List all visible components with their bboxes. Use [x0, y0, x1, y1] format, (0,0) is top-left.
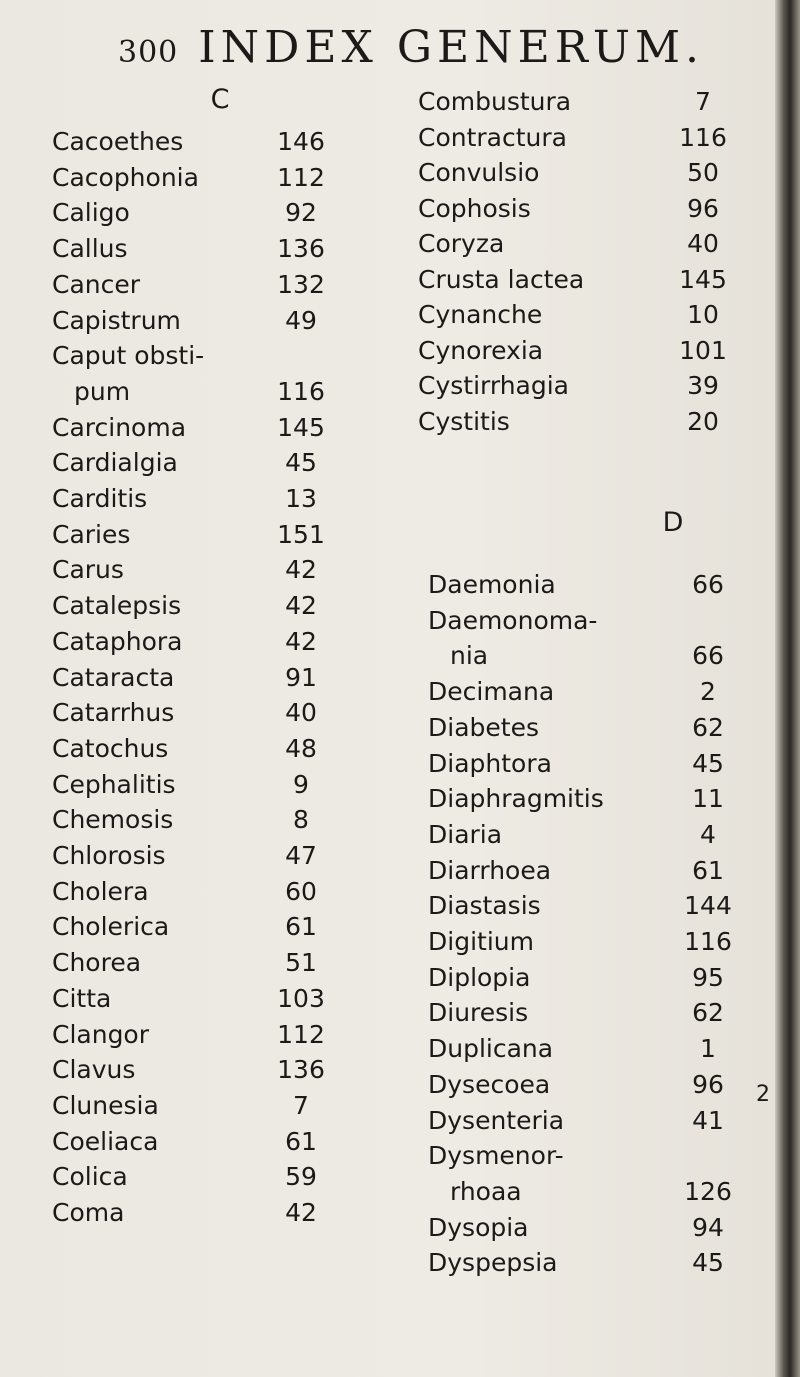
index-entry — [428, 1174, 748, 1210]
index-entry — [428, 960, 748, 996]
entry-page-number: 13 — [285, 484, 317, 513]
index-entry — [428, 674, 748, 710]
entry-term: Chorea — [52, 948, 142, 978]
index-entry — [428, 924, 748, 960]
entry-page-number: 39 — [687, 371, 719, 400]
entry-page-number: 132 — [277, 269, 325, 299]
entry-term: Diastasis — [428, 891, 541, 921]
index-entry — [52, 874, 332, 910]
index-entry — [52, 160, 332, 196]
entry-term: Duplicana — [428, 1034, 554, 1064]
index-entry — [418, 84, 748, 120]
index-entry — [52, 731, 332, 767]
entry-term: Dysopia — [428, 1212, 529, 1242]
entry-term: Cholerica — [52, 912, 170, 942]
index-entry — [428, 1245, 748, 1281]
entry-page-number: 42 — [285, 1198, 317, 1227]
entry-term: Dysmenor- — [428, 1141, 564, 1171]
entry-page-number: 136 — [277, 234, 325, 264]
index-entry — [428, 1138, 748, 1174]
entry-page-number: 116 — [277, 376, 325, 406]
entry-term: Cacophonia — [52, 162, 199, 192]
index-entry — [52, 660, 332, 696]
entry-page-number: 61 — [285, 912, 317, 942]
index-entry — [428, 817, 748, 853]
index-entry — [428, 781, 748, 817]
entry-page-number: 51 — [285, 948, 317, 978]
entry-page-number: 126 — [684, 1176, 732, 1206]
entry-term: Caligo — [52, 198, 130, 228]
index-entry — [428, 638, 748, 674]
index-entry — [52, 481, 332, 517]
entry-term: Diabetes — [428, 712, 539, 742]
index-entry — [428, 853, 748, 889]
index-entry — [52, 981, 332, 1017]
letter-heading-c: C — [210, 84, 230, 115]
index-entry — [52, 909, 332, 945]
entry-page-number: 4 — [700, 819, 716, 849]
entry-page-number: 42 — [285, 591, 317, 621]
index-entry — [52, 410, 332, 446]
entry-term: Cephalitis — [52, 769, 176, 799]
entry-term: Dyspepsia — [428, 1248, 558, 1278]
entry-page-number: 40 — [285, 698, 317, 728]
entry-term: Clavus — [52, 1055, 136, 1085]
index-entry — [52, 838, 332, 874]
entry-term: Coma — [52, 1198, 125, 1227]
index-entry — [428, 603, 748, 639]
entry-term: Cophosis — [418, 193, 531, 223]
page-header — [118, 22, 704, 73]
entry-page-number: 9 — [293, 769, 309, 799]
page-edge — [775, 0, 800, 1377]
entry-term: Cardialgia — [52, 448, 178, 478]
entry-page-number: 116 — [684, 927, 732, 956]
index-entry — [52, 1052, 332, 1088]
entry-page-number: 42 — [285, 626, 317, 656]
entry-term: Diuresis — [428, 998, 529, 1028]
index-entry — [418, 297, 748, 333]
entry-term: Daemonia — [428, 570, 556, 599]
entry-page-number: 7 — [293, 1090, 309, 1120]
entry-term: Cancer — [52, 269, 141, 299]
entry-term: Contractura — [418, 122, 567, 152]
entry-term: Cynorexia — [418, 335, 544, 365]
index-entry — [418, 262, 748, 298]
index-entry — [52, 1159, 332, 1195]
entry-page-number: 94 — [692, 1212, 724, 1242]
entry-page-number: 11 — [692, 784, 724, 814]
entry-page-number: 66 — [692, 641, 724, 671]
entry-page-number: 48 — [285, 733, 317, 763]
entry-page-number: 116 — [679, 122, 727, 152]
entry-page-number: 144 — [684, 891, 732, 921]
entry-term: Cystirrhagia — [418, 371, 570, 400]
entry-page-number: 62 — [692, 712, 724, 742]
index-entry — [428, 1031, 748, 1067]
entry-page-number: 45 — [285, 448, 317, 478]
entry-page-number: 59 — [285, 1162, 317, 1192]
entry-page-number: 20 — [687, 406, 719, 436]
entry-page-number: 40 — [687, 229, 719, 258]
index-entry — [52, 1088, 332, 1124]
entry-page-number: 96 — [692, 1069, 724, 1099]
entry-term: Daemonoma- — [428, 605, 598, 635]
index-entry — [52, 802, 332, 838]
index-entry — [428, 1067, 748, 1103]
index-entry — [428, 1103, 748, 1139]
entry-term: Diaria — [428, 819, 503, 849]
index-entry — [428, 567, 748, 603]
entry-term: Catarrhus — [52, 698, 175, 728]
entry-page-number: 42 — [285, 555, 317, 585]
index-entry — [52, 552, 332, 588]
entry-page-number: 47 — [285, 841, 317, 870]
entry-term: nia — [450, 641, 489, 671]
entry-term: Catalepsis — [52, 591, 182, 621]
entry-page-number: 103 — [277, 983, 325, 1013]
entry-term: Clunesia — [52, 1090, 159, 1120]
entry-page-number: 96 — [687, 193, 719, 223]
index-entry — [418, 333, 748, 369]
entry-page-number: 62 — [692, 998, 724, 1028]
entry-page-number: 145 — [277, 412, 325, 442]
entry-term: Caries — [52, 519, 131, 549]
entry-page-number: 151 — [277, 519, 325, 549]
entry-term: Diaphragmitis — [428, 784, 604, 814]
entry-term: Cataphora — [52, 626, 183, 656]
entry-term: Carditis — [52, 484, 148, 513]
entry-page-number: 41 — [692, 1105, 724, 1135]
entry-term: Coeliaca — [52, 1126, 159, 1156]
index-entry — [428, 995, 748, 1031]
stray-mark: 2 — [756, 1082, 770, 1107]
entry-term: Crusta lactea — [418, 264, 585, 294]
entry-term: pum — [74, 376, 131, 406]
entry-page-number: 146 — [277, 127, 325, 156]
entry-term: rhoaa — [450, 1176, 522, 1206]
index-entry — [418, 191, 748, 227]
index-entry — [52, 517, 332, 553]
entry-term: Carcinoma — [52, 412, 187, 442]
index-entry — [52, 445, 332, 481]
entry-term: Combustura — [418, 87, 572, 116]
entry-term: Cholera — [52, 876, 149, 906]
index-entry — [52, 374, 332, 410]
entry-term: Chemosis — [52, 805, 174, 835]
index-entry — [52, 624, 332, 660]
page-title: INDEX GENERUM. — [198, 22, 704, 73]
entry-page-number: 49 — [285, 305, 317, 335]
entry-term: Capistrum — [52, 305, 181, 335]
letter-heading-d: D — [662, 507, 684, 538]
index-entry — [52, 767, 332, 803]
entry-term: Clangor — [52, 1019, 150, 1049]
index-entry — [52, 945, 332, 981]
index-entry — [52, 588, 332, 624]
entry-page-number: 45 — [692, 1248, 724, 1278]
entry-term: Diarrhoea — [428, 855, 552, 885]
entry-term: Diaphtora — [428, 748, 552, 778]
entry-term: Cynanche — [418, 300, 543, 329]
index-entry — [428, 1210, 748, 1246]
index-entry — [418, 226, 748, 262]
entry-term: Cystitis — [418, 406, 510, 436]
page-number: 300 — [118, 35, 179, 70]
entry-term: Digitium — [428, 927, 534, 956]
index-entry — [428, 710, 748, 746]
entry-term: Colica — [52, 1162, 128, 1192]
entry-term: Decimana — [428, 677, 555, 707]
entry-page-number: 45 — [692, 748, 724, 778]
entry-term: Callus — [52, 234, 128, 264]
entry-term: Caput obsti- — [52, 341, 205, 371]
index-entry — [418, 120, 748, 156]
entry-page-number: 136 — [277, 1055, 325, 1085]
entry-page-number: 61 — [285, 1126, 317, 1156]
index-entry — [428, 746, 748, 782]
entry-page-number: 50 — [687, 158, 719, 187]
index-entry — [52, 303, 332, 339]
entry-page-number: 112 — [277, 162, 325, 192]
entry-term: Catochus — [52, 733, 169, 763]
index-entry — [52, 195, 332, 231]
entry-page-number: 112 — [277, 1019, 325, 1049]
entry-term: Cataracta — [52, 662, 175, 692]
index-entry — [52, 124, 332, 160]
index-entry — [418, 404, 748, 440]
entry-page-number: 92 — [285, 198, 317, 228]
index-entry — [52, 1195, 332, 1231]
index-entry — [418, 368, 748, 404]
entry-page-number: 10 — [687, 300, 719, 329]
entry-page-number: 61 — [692, 855, 724, 885]
entry-term: Chlorosis — [52, 841, 166, 870]
index-entry — [52, 231, 332, 267]
entry-page-number: 7 — [695, 87, 711, 116]
entry-page-number: 66 — [692, 570, 724, 599]
index-entry — [418, 155, 748, 191]
entry-page-number: 2 — [700, 677, 716, 707]
index-entry — [52, 695, 332, 731]
entry-page-number: 101 — [679, 335, 727, 365]
entry-page-number: 8 — [293, 805, 309, 835]
entry-term: Citta — [52, 983, 112, 1013]
entry-page-number: 95 — [692, 962, 724, 992]
index-entry — [52, 267, 332, 303]
entry-page-number: 91 — [285, 662, 317, 692]
entry-term: Coryza — [418, 229, 505, 258]
entry-term: Carus — [52, 555, 124, 585]
index-entry — [52, 1124, 332, 1160]
entry-term: Dysenteria — [428, 1105, 565, 1135]
index-entry — [52, 338, 332, 374]
entry-page-number: 1 — [700, 1034, 716, 1064]
entry-term: Dysecoea — [428, 1069, 551, 1099]
entry-page-number: 145 — [679, 264, 727, 294]
entry-term: Diplopia — [428, 962, 531, 992]
index-entry — [52, 1017, 332, 1053]
index-entry — [428, 888, 748, 924]
entry-term: Cacoethes — [52, 127, 184, 156]
entry-term: Convulsio — [418, 158, 540, 187]
entry-page-number: 60 — [285, 876, 317, 906]
